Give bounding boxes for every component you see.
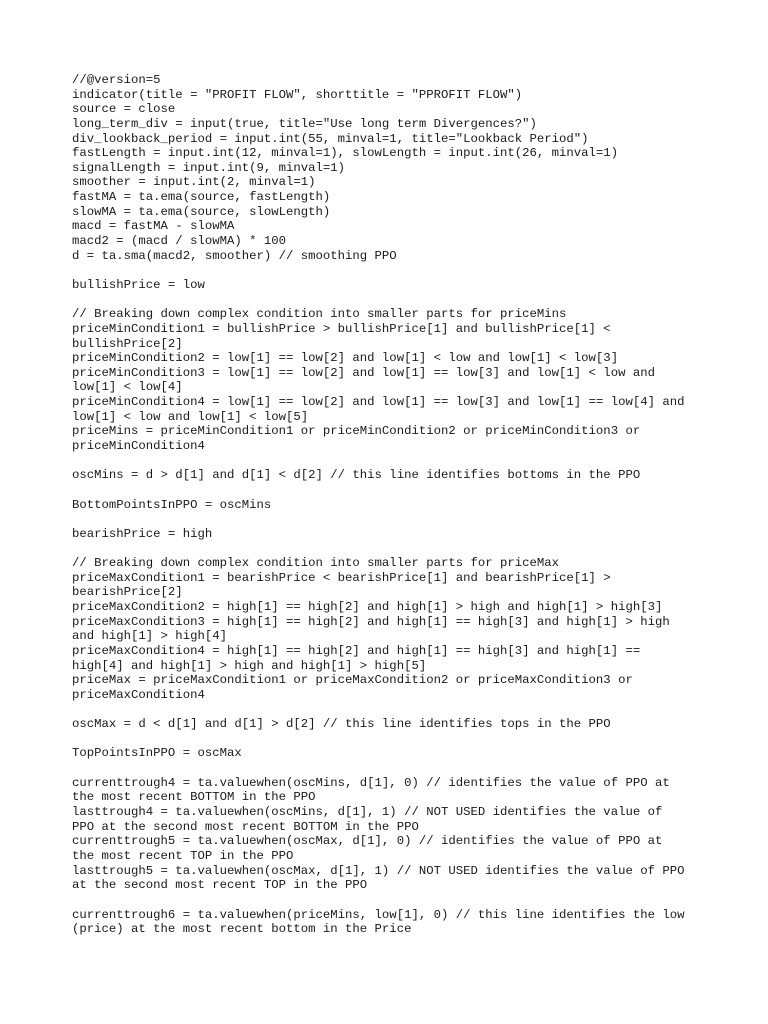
blank-line	[72, 454, 712, 469]
code-line: smoother = input.int(2, minval=1)	[72, 175, 316, 190]
code-line: currenttrough6 = ta.valuewhen(priceMins, low[1], 0) // this line identifies the low	[72, 907, 685, 922]
code-line: currenttrough4 = ta.valuewhen(oscMins, d[1], 0) // identifies the value of PPO at	[72, 775, 670, 790]
code-line: oscMins = d > d[1] and d[1] < d[2] // this line identifies bottoms in the PPO	[72, 468, 641, 483]
blank-line	[72, 542, 712, 557]
code-line: long_term_div = input(true, title="Use long term Divergences?")	[72, 116, 537, 131]
code-line: priceMaxCondition1 = bearishPrice < bearishPrice[1] and bearishPrice[1] >	[72, 570, 611, 585]
code-line: priceMaxCondition4 = high[1] == high[2] and high[1] == high[3] and high[1] ==	[72, 643, 641, 658]
code-line: macd = fastMA - slowMA	[72, 219, 235, 234]
code-line: the most recent BOTTOM in the PPO	[72, 790, 316, 805]
code-line: indicator(title = "PROFIT FLOW", shorttitle = "PPROFIT FLOW")	[72, 87, 523, 102]
code-line: priceMinCondition4	[72, 439, 205, 454]
code-line: BottomPointsInPPO = oscMins	[72, 497, 272, 512]
code-line: priceMins = priceMinCondition1 or priceMinCondition2 or priceMinCondition3 or	[72, 424, 641, 439]
code-line: priceMinCondition1 = bullishPrice > bullishPrice[1] and bullishPrice[1] <	[72, 321, 611, 336]
code-line: TopPointsInPPO = oscMax	[72, 746, 242, 761]
blank-line	[72, 732, 712, 747]
blank-line	[72, 483, 712, 498]
code-line: signalLength = input.int(9, minval=1)	[72, 160, 346, 175]
blank-line	[72, 761, 712, 776]
code-line: bearishPrice[2]	[72, 585, 183, 600]
code-line: fastLength = input.int(12, minval=1), slowLength = input.int(26, minval=1)	[72, 146, 619, 161]
code-line: bullishPrice[2]	[72, 336, 183, 351]
code-line: slowMA = ta.ema(source, slowLength)	[72, 204, 331, 219]
code-line: and high[1] > high[4]	[72, 629, 227, 644]
code-line: at the second most recent TOP in the PPO	[72, 878, 368, 893]
code-line: div_lookback_period = input.int(55, minval=1, title="Lookback Period")	[72, 131, 589, 146]
code-line: the most recent TOP in the PPO	[72, 848, 294, 863]
code-line: priceMinCondition4 = low[1] == low[2] and low[1] == low[3] and low[1] == low[4] and	[72, 395, 685, 410]
blank-line	[72, 703, 712, 718]
code-line: oscMax = d < d[1] and d[1] > d[2] // this line identifies tops in the PPO	[72, 717, 611, 732]
code-line: (price) at the most recent bottom in the Price	[72, 922, 412, 937]
code-line: low[1] < low and low[1] < low[5]	[72, 409, 309, 424]
code-line: priceMaxCondition4	[72, 687, 205, 702]
code-line: fastMA = ta.ema(source, fastLength)	[72, 190, 331, 205]
code-line: priceMaxCondition2 = high[1] == high[2] and high[1] > high and high[1] > high[3]	[72, 600, 663, 615]
code-line: low[1] < low[4]	[72, 380, 183, 395]
code-line: // Breaking down complex condition into smaller parts for priceMax	[72, 556, 560, 571]
code-line: //@version=5	[72, 73, 161, 87]
blank-line	[72, 293, 712, 308]
code-line: lasttrough4 = ta.valuewhen(oscMins, d[1], 1) // NOT USED identifies the value of	[72, 805, 663, 820]
code-line: priceMaxCondition3 = high[1] == high[2] and high[1] == high[3] and high[1] > high	[72, 614, 670, 629]
code-line: // Breaking down complex condition into smaller parts for priceMins	[72, 307, 567, 322]
code-line: high[4] and high[1] > high and high[1] > high[5]	[72, 658, 427, 673]
blank-line	[72, 263, 712, 278]
code-line: priceMinCondition3 = low[1] == low[2] and low[1] == low[3] and low[1] < low and	[72, 365, 655, 380]
code-line: bearishPrice = high	[72, 526, 213, 541]
code-line: macd2 = (macd / slowMA) * 100	[72, 234, 287, 249]
blank-line	[72, 512, 712, 527]
code-line: PPO at the second most recent BOTTOM in the PPO	[72, 819, 419, 834]
code-line: priceMax = priceMaxCondition1 or priceMaxCondition2 or priceMaxCondition3 or	[72, 673, 633, 688]
code-line: d = ta.sma(macd2, smoother) // smoothing PPO	[72, 248, 397, 263]
code-line: bullishPrice = low	[72, 277, 205, 292]
code-block	[72, 73, 712, 937]
code-line: lasttrough5 = ta.valuewhen(oscMax, d[1], 1) // NOT USED identifies the value of PPO	[72, 863, 685, 878]
code-line: source = close	[72, 102, 176, 117]
code-line: currenttrough5 = ta.valuewhen(oscMax, d[1], 0) // identifies the value of PPO at	[72, 834, 663, 849]
code-line: priceMinCondition2 = low[1] == low[2] and low[1] < low and low[1] < low[3]	[72, 351, 619, 366]
blank-line	[72, 893, 712, 908]
